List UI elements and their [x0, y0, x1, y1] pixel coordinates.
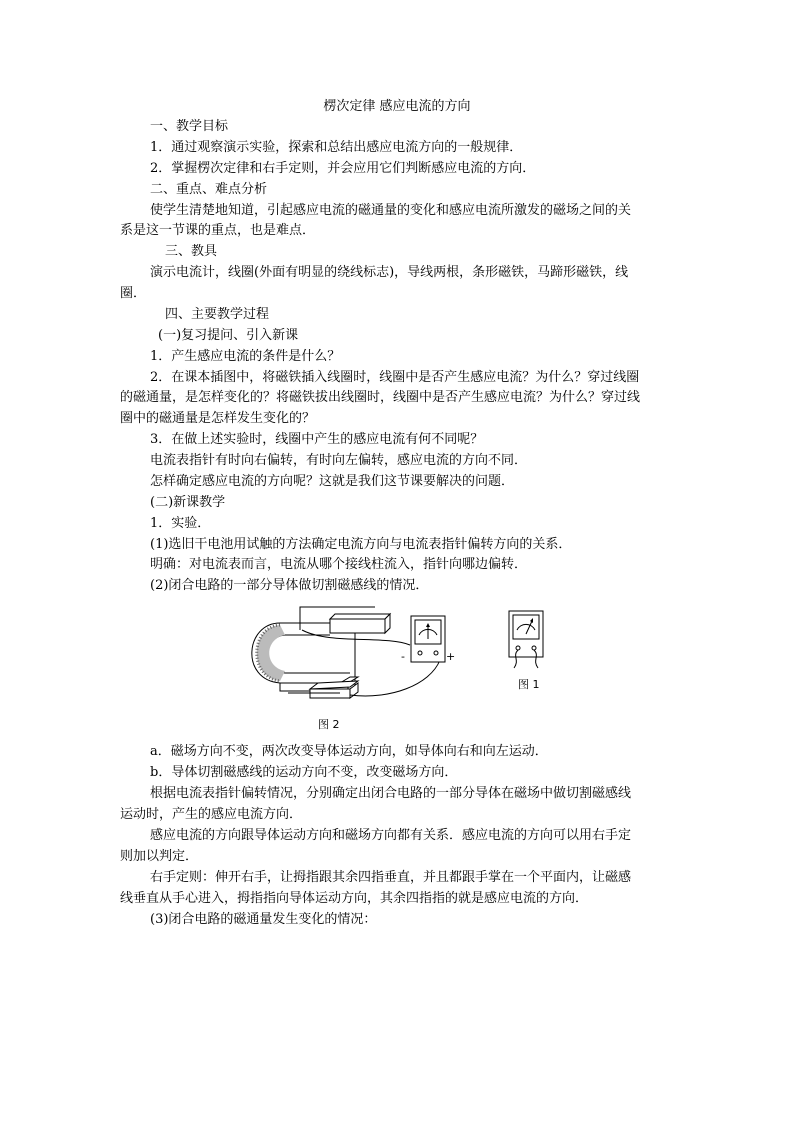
paragraph-line: 则加以判定．	[120, 849, 199, 864]
meter-minus-label: -	[401, 650, 405, 663]
page-title: 楞次定律 感应电流的方向	[323, 99, 471, 114]
section-heading: 三、教具	[165, 244, 218, 259]
paragraph-line: 圈中的磁通量是怎样发生变化的？	[120, 411, 316, 426]
paragraph-line: 根据电流表指针偏转情况，分别确定出闭合电路的一部分导体在磁场中做切割磁感线	[150, 786, 632, 801]
paragraph-line: a．磁场方向不变，两次改变导体运动方向，如导体向右和向左运动．	[150, 744, 548, 759]
paragraph-line: (3)闭合电路的磁通量发生变化的情况：	[150, 912, 377, 927]
paragraph-line: 1．通过观察演示实验，探索和总结出感应电流方向的一般规律．	[150, 140, 523, 155]
paragraph-line: 右手定则：伸开右手，让拇指跟其余四指垂直，并且都跟手掌在一个平面内，让磁感	[150, 870, 632, 885]
figure-2-caption: 图 2	[318, 718, 340, 731]
paragraph-line: 圈．	[120, 286, 147, 301]
paragraph-line: 2．掌握楞次定律和右手定则，并会应用它们判断感应电流的方向．	[150, 161, 536, 176]
subsection-heading: (二)新课教学	[150, 495, 226, 510]
paragraph-line: 系是这一节课的重点，也是难点．	[120, 223, 316, 238]
section-heading: 四、主要教学过程	[165, 307, 270, 322]
paragraph-line: 的磁通量，是怎样变化的？将磁铁拔出线圈时，线圈中是否产生感应电流？为什么？穿过线	[120, 390, 641, 405]
paragraph-line: 使学生清楚地知道，引起感应电流的磁通量的变化和感应电流所激发的磁场之间的关	[150, 203, 632, 218]
figure-1-caption: 图 1	[518, 678, 540, 691]
paragraph-line: 电流表指针有时向右偏转，有时向左偏转，感应电流的方向不同．	[150, 453, 528, 468]
section-heading: 二、重点、难点分析	[150, 182, 268, 197]
paragraph-line: 怎样确定感应电流的方向呢？这就是我们这节课要解决的问题．	[150, 474, 515, 489]
paragraph-line: 演示电流计，线圈(外面有明显的绕线标志)，导线两根，条形磁铁，马蹄形磁铁，线	[150, 265, 629, 280]
paragraph-line: 3．在做上述实验时，线圈中产生的感应电流有何不同呢？	[150, 432, 484, 447]
paragraph-line: 明确：对电流表而言，电流从哪个接线柱流入，指针向哪边偏转．	[150, 557, 528, 572]
subsection-heading: (一)复习提问、引入新课	[158, 328, 299, 343]
figure-1-galvanometer-icon	[508, 610, 544, 672]
paragraph-line: 1．产生感应电流的条件是什么？	[150, 349, 341, 364]
paragraph-line: 1．实验．	[150, 516, 211, 531]
paragraph-line: 2．在课本插图中，将磁铁插入线圈时，线圈中是否产生感应电流？为什么？穿过线圈	[150, 370, 640, 385]
paragraph-line: 线垂直从手心进入，拇指指向导体运动方向，其余四指指的就是感应电流的方向．	[120, 891, 589, 906]
section-heading: 一、教学目标	[150, 119, 229, 134]
paragraph-line: (1)选旧干电池用试触的方法确定电流方向与电流表指针偏转方向的关系．	[150, 537, 572, 552]
galvanometer-icon	[410, 615, 446, 663]
paragraph-line: b．导体切割磁感线的运动方向不变，改变磁场方向．	[150, 765, 458, 780]
paragraph-line: 运动时，产生的感应电流方向．	[120, 807, 303, 822]
paragraph-line: 感应电流的方向跟导体运动方向和磁场方向都有关系．感应电流的方向可以用右手定	[150, 828, 632, 843]
paragraph-line: (2)闭合电路的一部分导体做切割磁感线的情况．	[150, 578, 429, 593]
meter-plus-label: +	[446, 650, 456, 663]
